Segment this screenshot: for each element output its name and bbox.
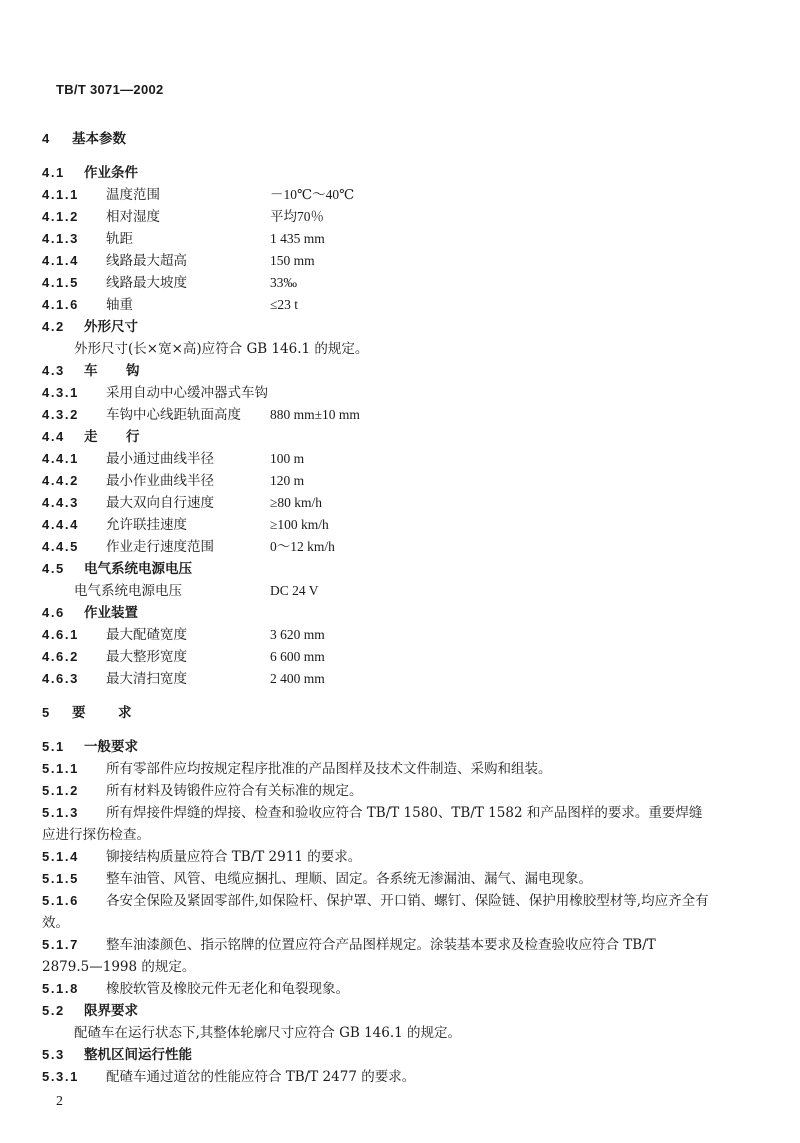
section-5-heading: 5 要 求 xyxy=(42,705,132,721)
param-row: 4.3.2 车钩中心线距轨面高度 880 mm±10 mm xyxy=(42,407,360,423)
clause-continuation: 应进行探伤检查。 xyxy=(42,827,150,843)
clause: 5.1.4 铆接结构质量应符合 TB/T 2911 的要求。 xyxy=(42,849,362,865)
running-head: TB/T 3071—2002 xyxy=(56,82,164,97)
paragraph: 外形尺寸(长×宽×高)应符合 GB 146.1 的规定。 xyxy=(74,341,369,357)
param-row: 4.4.1 最小通过曲线半径 100 m xyxy=(42,451,305,467)
param-row: 4.1.4 线路最大超高 150 mm xyxy=(42,253,315,269)
section-4-1-heading: 4.1 作业条件 xyxy=(42,165,138,181)
param-row: 电气系统电源电压 DC 24 V xyxy=(74,583,319,599)
param-row: 4.4.3 最大双向自行速度 ≥80 km/h xyxy=(42,495,323,511)
paragraph: 配碴车在运行状态下,其整体轮廓尺寸应符合 GB 146.1 的规定。 xyxy=(74,1025,462,1041)
section-4-heading: 4 基本参数 xyxy=(42,131,126,147)
param-row: 4.1.6 轴重 ≤23 t xyxy=(42,297,299,313)
param-row: 4.6.2 最大整形宽度 6 600 mm xyxy=(42,649,325,665)
section-5-2-heading: 5.2 限界要求 xyxy=(42,1003,138,1019)
clause: 5.1.1 所有零部件应均按规定程序批准的产品图样及技术文件制造、采购和组装。 xyxy=(42,761,552,777)
param-row: 4.6.3 最大清扫宽度 2 400 mm xyxy=(42,671,325,687)
param-row: 4.1.1 温度范围 －10℃～40℃ xyxy=(42,187,355,203)
clause-continuation: 效。 xyxy=(42,915,69,931)
section-4-4-heading: 4.4 走 行 xyxy=(42,429,140,445)
param-row: 4.1.2 相对湿度 平均70％ xyxy=(42,209,324,225)
param-row: 4.1.5 线路最大坡度 33‰ xyxy=(42,275,297,291)
section-5-3-heading: 5.3 整机区间运行性能 xyxy=(42,1047,192,1063)
param-row: 4.6.1 最大配碴宽度 3 620 mm xyxy=(42,627,325,643)
clause: 5.1.8 橡胶软管及橡胶元件无老化和龟裂现象。 xyxy=(42,981,349,997)
param-row: 4.1.3 轨距 1 435 mm xyxy=(42,231,325,247)
param-row: 4.4.4 允许联挂速度 ≥100 km/h xyxy=(42,517,329,533)
clause-continuation: 2879.5—1998 的规定。 xyxy=(42,959,196,975)
clause: 5.1.7 整车油漆颜色、指示铭牌的位置应符合产品图样规定。涂装基本要求及检查验收应符合 TB/T xyxy=(42,937,656,953)
section-title: 基本参数 xyxy=(72,131,126,147)
clause: 5.1.6 各安全保险及紧固零部件,如保险杆、保护罩、开口销、螺钉、保险链、保护用橡胶型材等,均应齐全有 xyxy=(42,893,709,909)
clause: 5.1.3 所有焊接件焊缝的焊接、检查和验收应符合 TB/T 1580、TB/T 1582 和产品图样的要求。重要焊缝 xyxy=(42,805,703,821)
clause: 5.1.2 所有材料及铸锻件应符合有关标准的规定。 xyxy=(42,783,363,799)
section-4-3-heading: 4.3 车 钩 xyxy=(42,363,140,379)
param-row: 4.4.5 作业走行速度范围 0～12 km/h xyxy=(42,539,335,555)
param-row: 4.3.1 采用自动中心缓冲器式车钩 xyxy=(42,385,268,401)
page-number: 2 xyxy=(56,1094,63,1109)
section-4-2-heading: 4.2 外形尺寸 xyxy=(42,319,138,335)
param-row: 4.4.2 最小作业曲线半径 120 m xyxy=(42,473,305,489)
section-4-5-heading: 4.5 电气系统电源电压 xyxy=(42,561,192,577)
section-5-1-heading: 5.1 一般要求 xyxy=(42,739,138,755)
clause: 5.3.1 配碴车通过道岔的性能应符合 TB/T 2477 的要求。 xyxy=(42,1069,416,1085)
section-4-6-heading: 4.6 作业装置 xyxy=(42,605,138,621)
clause: 5.1.5 整车油管、风管、电缆应捆扎、理顺、固定。各系统无渗漏油、漏气、漏电现象。 xyxy=(42,871,592,887)
